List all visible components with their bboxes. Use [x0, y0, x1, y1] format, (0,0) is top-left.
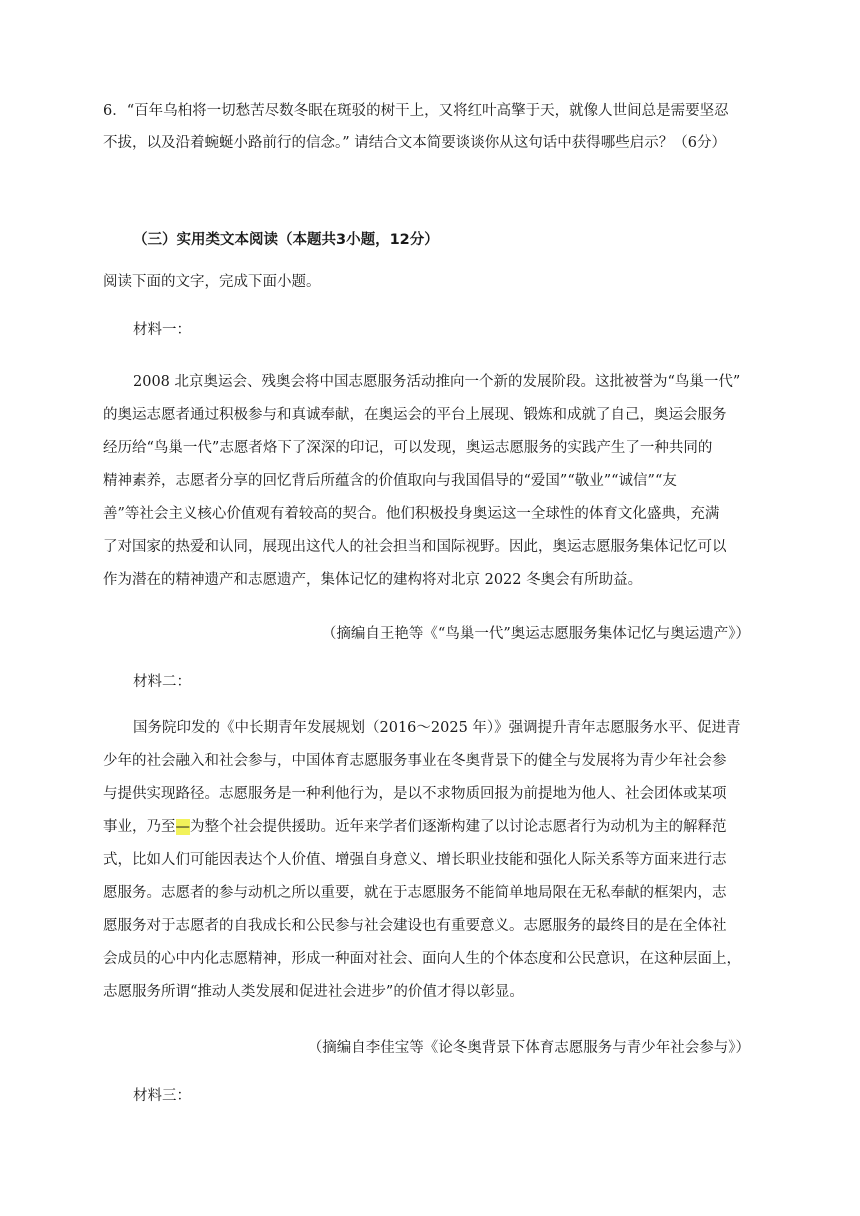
material-1-line: 的奥运志愿者通过积极参与和真诚奉献，在奥运会的平台上展现、锻炼和成就了自己，奥运会服务 — [103, 407, 727, 423]
material-1-line: 经历给“鸟巢一代”志愿者烙下了深深的印记，可以发现，奥运志愿服务的实践产生了一种共同的 — [103, 440, 713, 456]
material-2-heading: 材料二： — [133, 674, 191, 690]
material-3-heading: 材料三： — [133, 1088, 191, 1104]
material-2-source: （摘编自李佳宝等《论冬奥背景下体育志愿服务与青少年社会参与》） — [307, 1040, 750, 1056]
material-2-line: 国务院印发的《中长期青年发展规划（2016～2025 年）》强调提升青年志愿服务水平、促进青 — [133, 720, 741, 736]
material-2-line: 式，比如人们可能因表达个人价值、增强自身意义、增长职业技能和强化人际关系等方面来进行志 — [103, 852, 727, 868]
material-2-line-4-end: 为整个社会提供援助。近年来学者们逐渐构建了以讨论志愿者行为动机为主的解释范 — [190, 819, 727, 835]
material-1-line: 作为潜在的精神遗产和志愿遗产，集体记忆的建构将对北京 2022 冬奥会有所助益。 — [103, 572, 643, 588]
material-2-line: 少年的社会融入和社会参与，中国体育志愿服务事业在冬奥背景下的健全与发展将为青少年社会参 — [103, 753, 727, 769]
material-2-line: 会成员的心中内化志愿精神，形成一种面对社会、面向人生的个体态度和公民意识，在这种层面上， — [103, 951, 741, 967]
section-instruction: 阅读下面的文字，完成下面小题。 — [103, 274, 321, 290]
material-2-line: 愿服务对于志愿者的自我成长和公民参与社会建设也有重要意义。志愿服务的最终目的是在全体社 — [103, 918, 727, 934]
material-1-source: （摘编自王艳等《“鸟巢一代”奥运志愿服务集体记忆与奥运遗产》） — [321, 626, 750, 642]
material-1-line: 2008 北京奥运会、残奥会将中国志愿服务活动推向一个新的发展阶段。这批被誉为“鸟巢一代” — [133, 374, 741, 390]
material-1-line: 善”等社会主义核心价值观有着较高的契合。他们积极投身奥运这一全球性的体育文化盛典，充满 — [103, 506, 720, 522]
material-1-line: 了对国家的热爱和认同，展现出这代人的社会担当和国际视野。因此，奥运志愿服务集体记忆可以 — [103, 539, 727, 555]
material-2-line-with-highlight — [103, 817, 763, 837]
material-2-line-4-start: 事业，乃至 — [103, 819, 176, 835]
highlighted-dash: — — [175, 819, 190, 835]
section-title: （三）实用类文本阅读（本题共3小题，12分） — [133, 232, 439, 248]
material-2-line: 与提供实现路径。志愿服务是一种利他行为，是以不求物质回报为前提地为他人、社会团体或某项 — [103, 786, 727, 802]
question-6-line-2: 不拔，以及沿着蜿蜒小路前行的信念。” 请结合文本简要谈谈你从这句话中获得哪些启示？（6分） — [103, 135, 726, 151]
material-1-heading: 材料一： — [133, 322, 191, 338]
material-2-line: 志愿服务所谓“推动人类发展和促进社会进步”的价值才得以彰显。 — [103, 984, 524, 1000]
question-6-line-1: 6．“百年乌桕将一切愁苦尽数冬眠在斑驳的树干上，又将红叶高擎于天，就像人世间总是需要坚忍 — [103, 103, 729, 119]
material-2-line: 愿服务。志愿者的参与动机之所以重要，就在于志愿服务不能简单地局限在无私奉献的框架内，志 — [103, 885, 727, 901]
material-1-line: 精神素养，志愿者分享的回忆背后所蕴含的价值取向与我国倡导的“爱国”“敬业”“诚信”“友 — [103, 473, 677, 489]
